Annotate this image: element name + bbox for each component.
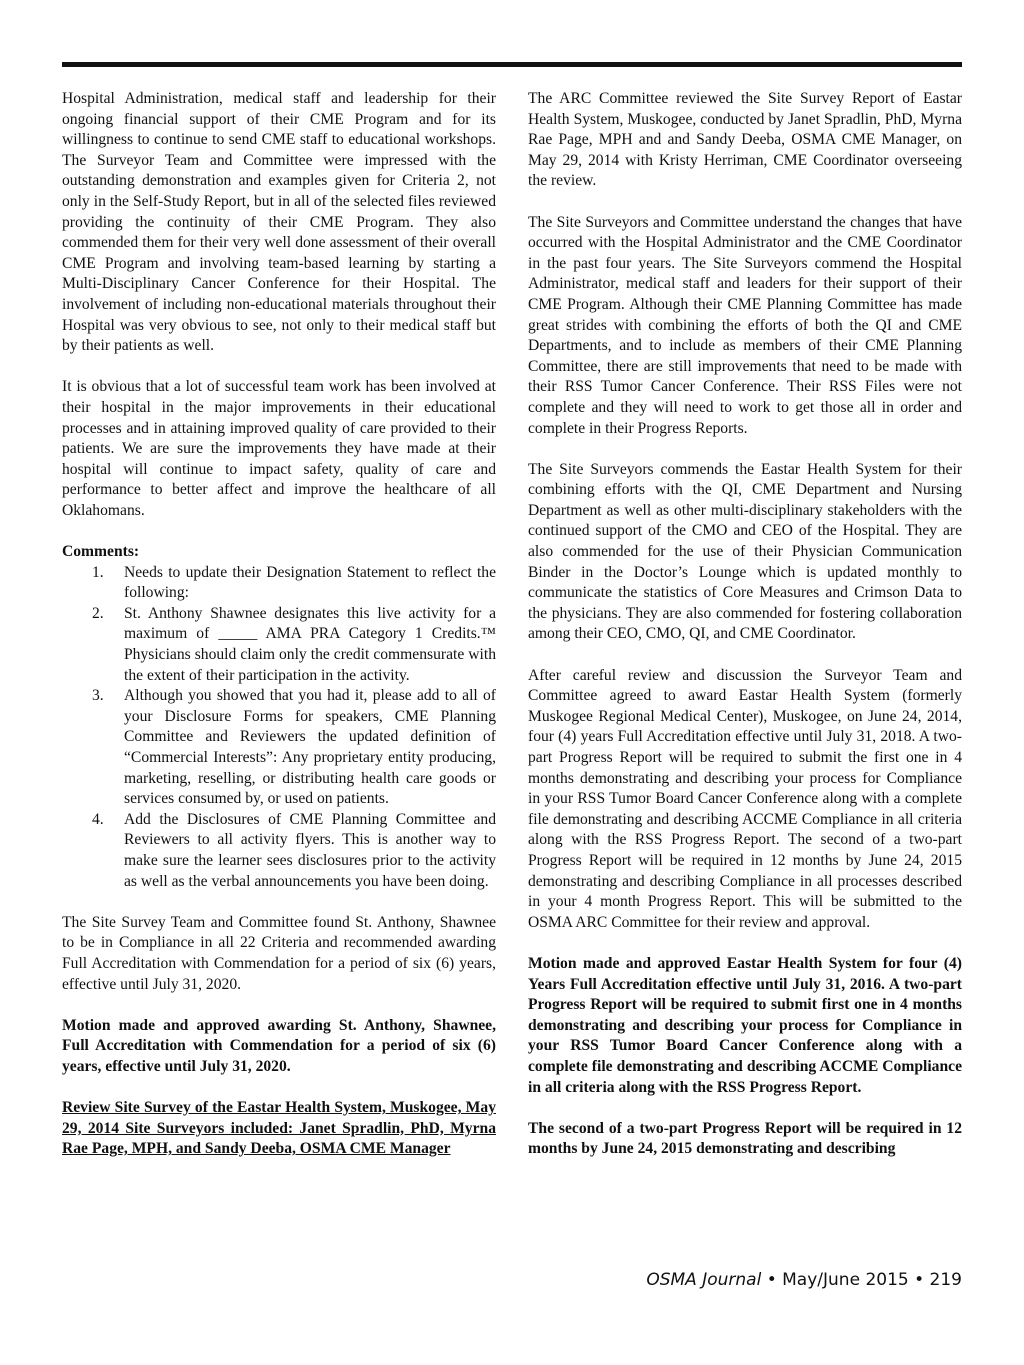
- top-rule: [62, 62, 962, 67]
- review-heading-eastar: Review Site Survey of the Eastar Health System, Muskogee, May 29, 2014 Site Surveyors included: Janet Spradlin, PhD, Myrna Rae Page, MPH, and Sandy Deeba, OSMA CME Manager: [62, 1099, 496, 1158]
- comments-heading: Comments:: [62, 543, 140, 561]
- comment-text: Although you showed that you had it, please add to all of your Disclosure Forms for speakers, CME Planning Committee and Reviewers the updated definition of “Commercial Interests”: Any proprietary entity producing, marketing, reselling, or distributing health care goods or services consumed by, or used on patients.: [124, 687, 496, 808]
- comments-list: [62, 563, 496, 893]
- page-footer: [646, 1270, 962, 1290]
- motion-second-report: The second of a two-part Progress Report will be required in 12 months by June 24, 2015 demonstrating and describing: [528, 1119, 962, 1158]
- comment-number: 3.: [92, 687, 104, 705]
- comment-number: 2.: [92, 604, 104, 622]
- left-paragraph-3: The Site Survey Team and Committee found St. Anthony, Shawnee to be in Compliance in all 22 Criteria and recommended awarding Full Accreditation with Commendation for a period of six (6) years, effective until July 31, 2020.: [62, 913, 496, 993]
- page-number: 219: [929, 1270, 962, 1290]
- right-paragraph-2: The Site Surveyors and Committee understand the changes that have occurred with the Hospital Administrator and the CME Coordinator in the past four years. The Site Surveyors commend the Hospital Administrator, medical staff and leaders for their support of their CME Program. Although their CME Planning Committee has made great strides with combining the efforts of both the QI and CME Departments, and to include as members of their CME Planning Committee, there are still improvements that need to be made with their RSS Tumor Cancer Conference. Their RSS Files were not complete and they will need to work to get those all in order and complete in their Progress Reports.: [528, 213, 962, 437]
- comment-item: [62, 686, 496, 810]
- comment-number: 1.: [92, 563, 104, 581]
- comment-text: Needs to update their Designation Statement to reflect the following:: [124, 563, 496, 602]
- motion-eastar: Motion made and approved Eastar Health System for four (4) Years Full Accreditation effective until July 31, 2016. A two-part Progress Report will be required to submit first one in 4 months demonstrating and describing your process for Compliance in your RSS Tumor Board Cancer Conference along with a complete file demonstrating and describing ACCME Compliance in all criteria along with the RSS Progress Report.: [528, 954, 962, 1096]
- journal-name: OSMA Journal: [646, 1270, 762, 1290]
- motion-st-anthony: Motion made and approved awarding St. Anthony, Shawnee, Full Accreditation with Commendation for a period of six (6) years, effective until July 31, 2020.: [62, 1016, 496, 1075]
- right-paragraph-3: The Site Surveyors commends the Eastar Health System for their combining efforts with the QI, CME Department and Nursing Department as well as other multi-disciplinary stakeholders with the continued support of the CMO and CEO of the Hospital. They are also commended for the use of their Physician Communication Binder in the Doctor’s Lounge which is updated monthly to communicate the statistics of Core Measures and Crimson Data to the physicians. They are also commended for fostering collaboration among their CEO, CMO, QI, and CME Coordinator.: [528, 460, 962, 643]
- comment-text: St. Anthony Shawnee designates this live activity for a maximum of _____ AMA PRA Category 1 Credits.™ Physicians should claim only the credit commensurate with the extent of their participation in the activity.: [124, 604, 496, 684]
- comment-item: [62, 604, 496, 686]
- comment-item: [62, 563, 496, 604]
- left-paragraph-1: Hospital Administration, medical staff and leadership for their ongoing financial support of their CME Program and for its willingness to continue to send CME staff to educational workshops. The Surveyor Team and Committee were impressed with the outstanding demonstration and examples given for Criteria 2, not only in the Self-Study Report, but in all of the selected files reviewed providing the continuity of their CME Program. They also commended them for their very well done assessment of their overall CME Program and involving team-based learning by starting a Multi-Disciplinary Cancer Conference for their Hospital. The involvement of including non-educational materials throughout their Hospital was very obvious to see, not only to their medical staff but by their patients as well.: [62, 90, 496, 355]
- right-column: [528, 89, 962, 1180]
- footer-separator: •: [908, 1270, 930, 1290]
- right-paragraph-1: The ARC Committee reviewed the Site Survey Report of Eastar Health System, Muskogee, conducted by Janet Spradlin, PhD, Myrna Rae Page, MPH and and Sandy Deeba, OSMA CME Manager, on May 29, 2014 with Kristy Herriman, CME Coordinator overseeing the review.: [528, 90, 962, 190]
- right-paragraph-4: After careful review and discussion the Surveyor Team and Committee agreed to award Eastar Health System (formerly Muskogee Regional Medical Center), Muskogee, on June 24, 2014, four (4) years Full Accreditation effective until July 31, 2018. A two-part Progress Report will be required to submit the first one in 4 months demonstrating and describing your process for Compliance in your RSS Tumor Board Cancer Conference along with a complete file demonstrating and describing ACCME Compliance in all criteria along with the RSS Progress Report. The second of a two-part Progress Report will be required in 12 months by June 24, 2015 demonstrating and describing Compliance in all processes described in your 4 month Progress Report. This will be submitted to the OSMA ARC Committee for their review and approval.: [528, 666, 962, 931]
- left-column: [62, 89, 496, 1180]
- issue-date: May/June 2015: [782, 1270, 909, 1290]
- footer-separator: •: [761, 1270, 783, 1290]
- comment-text: Add the Disclosures of CME Planning Committee and Reviewers to all activity flyers. This is another way to make sure the learner sees disclosures prior to the activity as well as the verbal announcements you have been doing.: [124, 810, 496, 890]
- left-paragraph-2: It is obvious that a lot of successful team work has been involved at their hospital in the major improvements in their educational processes and in attaining improved quality of care provided to their patients. We are sure the improvements they have made at their hospital will continue to impact safety, quality of care and performance to better affect and improve the healthcare of all Oklahomans.: [62, 378, 496, 519]
- comment-number: 4.: [92, 810, 104, 828]
- comment-item: [62, 810, 496, 892]
